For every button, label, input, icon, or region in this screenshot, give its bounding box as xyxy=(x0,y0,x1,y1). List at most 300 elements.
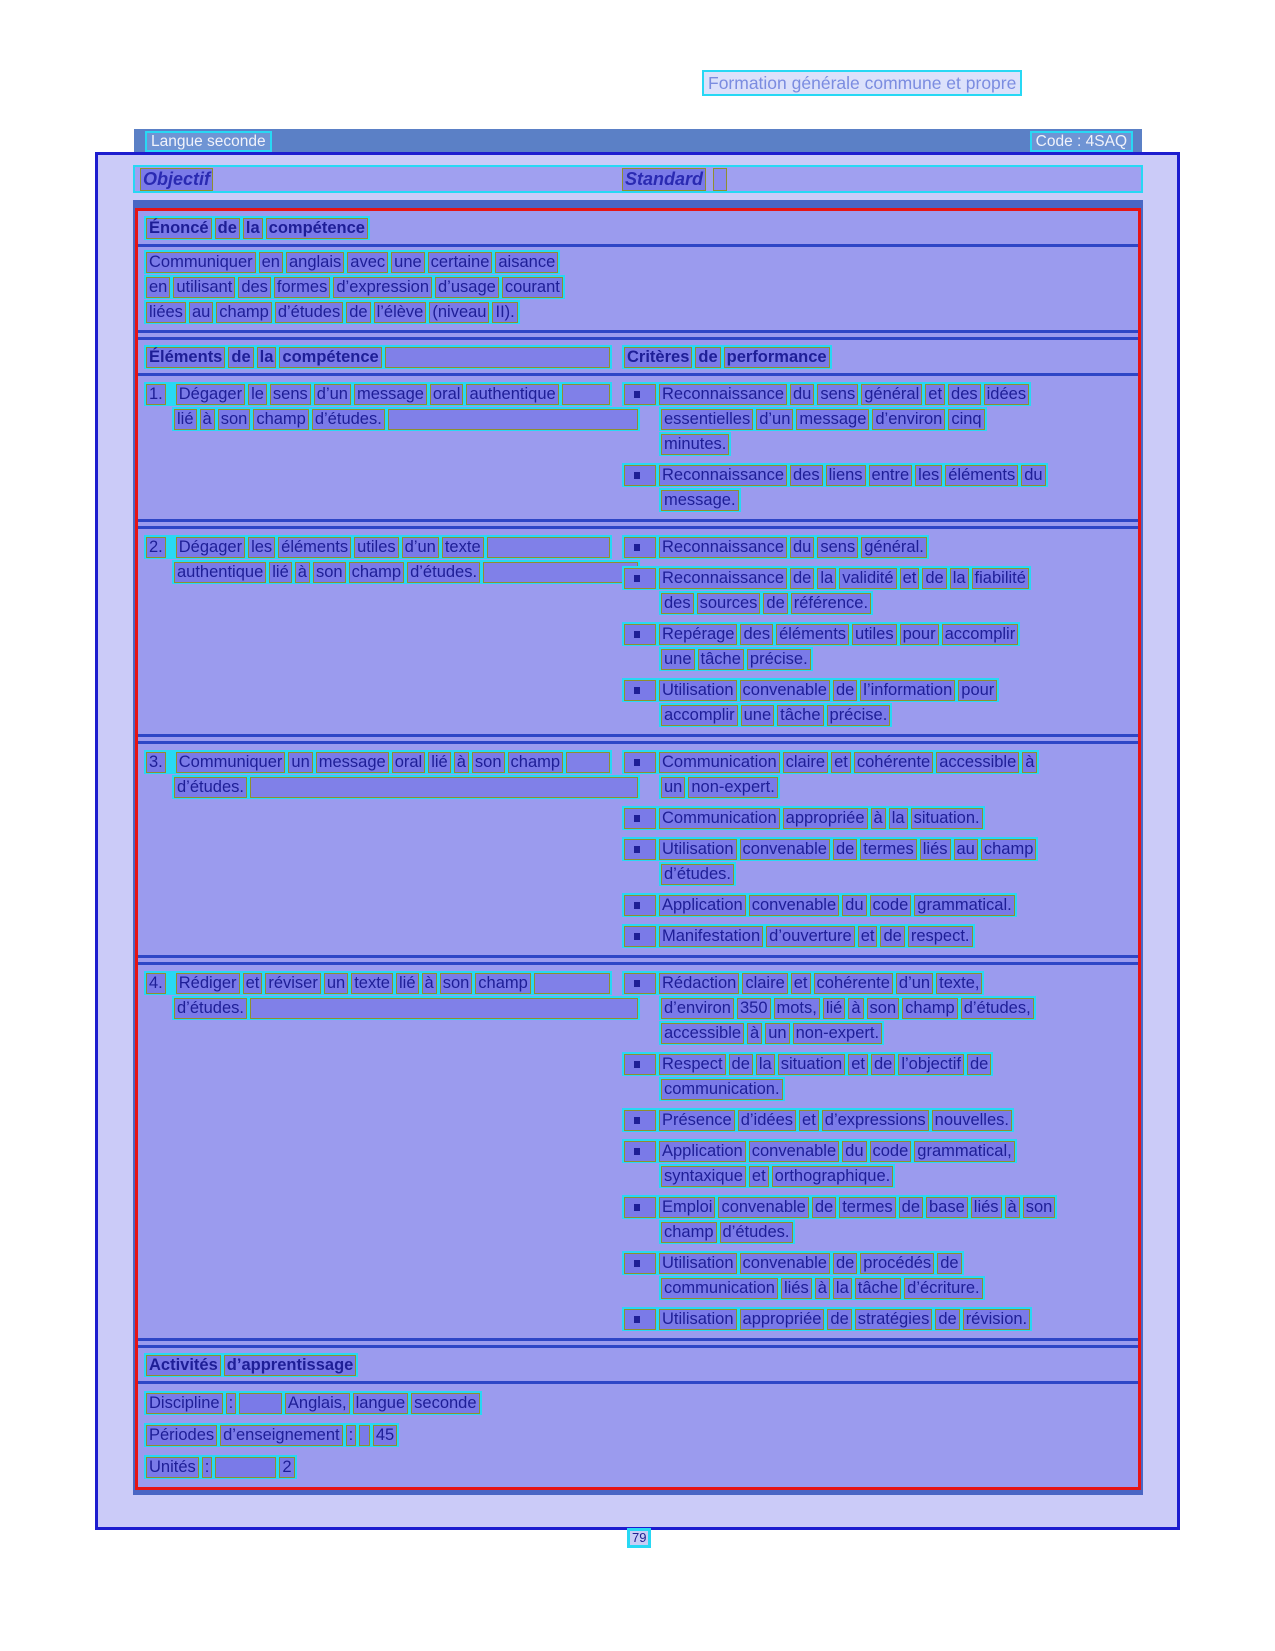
word-highlight: d’études. xyxy=(720,1222,793,1243)
word-highlight: Présence xyxy=(659,1110,735,1131)
word-highlight: champ xyxy=(981,839,1037,860)
word-highlight: du xyxy=(842,1141,866,1162)
word-highlight: un xyxy=(765,1023,789,1044)
word-highlight: code xyxy=(870,1141,912,1162)
word-highlight: champ xyxy=(475,973,531,994)
word-highlight: Respect xyxy=(659,1054,726,1075)
word-highlight: d’idées xyxy=(738,1110,796,1131)
word-highlight: des xyxy=(238,277,271,298)
word-highlight: de xyxy=(729,1054,753,1075)
row-divider xyxy=(138,519,1138,529)
word-highlight: la xyxy=(950,568,969,589)
bullet-icon xyxy=(624,895,656,916)
highlight-filler xyxy=(562,384,610,405)
word-highlight: communication xyxy=(661,1278,778,1299)
content-panel xyxy=(95,152,1180,1530)
word-highlight: de xyxy=(899,1197,923,1218)
word-highlight: idées xyxy=(984,384,1029,405)
word-highlight: Utilisation xyxy=(659,1253,737,1274)
word-highlight: à xyxy=(1022,752,1037,773)
word-highlight xyxy=(215,1457,276,1478)
word-highlight: de xyxy=(871,1054,895,1075)
word-highlight: lié xyxy=(396,973,419,994)
word-highlight: Périodes xyxy=(146,1425,217,1446)
word-highlight: à xyxy=(871,808,886,829)
word-highlight: et xyxy=(243,973,263,994)
word-highlight: Énoncé xyxy=(146,218,212,239)
word-highlight: de xyxy=(695,347,720,368)
criteres-header-cell xyxy=(622,344,1132,370)
criteria-item xyxy=(622,566,1132,615)
text-line xyxy=(622,893,1017,917)
word-highlight: d’enseignement xyxy=(220,1425,343,1446)
word-highlight: la xyxy=(833,1278,852,1299)
standard-title: Standard xyxy=(622,168,706,191)
activites-info xyxy=(138,1384,1138,1487)
word-highlight: de xyxy=(215,218,240,239)
word-highlight: Application xyxy=(659,1141,746,1162)
text-line xyxy=(144,382,612,406)
text-line xyxy=(622,535,929,559)
bullet-icon xyxy=(624,1141,656,1162)
word-highlight: liées xyxy=(146,302,186,323)
word-highlight: référence. xyxy=(791,593,871,614)
word-highlight: 45 xyxy=(373,1425,397,1446)
word-highlight: et xyxy=(900,568,920,589)
word-highlight: Repérage xyxy=(659,624,737,645)
word-highlight: oral xyxy=(392,752,426,773)
running-header: Formation générale commune et propre xyxy=(702,70,1022,96)
text-line xyxy=(622,837,1038,861)
word-highlight: oral xyxy=(430,384,464,405)
word-highlight: du xyxy=(1021,465,1045,486)
text-line xyxy=(172,996,640,1020)
word-highlight: son xyxy=(313,562,346,583)
text-line xyxy=(659,1077,785,1101)
word-highlight: Reconnaissance xyxy=(659,568,787,589)
highlight-filler xyxy=(250,998,638,1019)
word-highlight: accomplir xyxy=(661,705,738,726)
word-highlight: pour xyxy=(900,624,939,645)
word-highlight: éléments xyxy=(776,624,849,645)
word-highlight: convenable xyxy=(740,839,830,860)
word-highlight: au xyxy=(954,839,978,860)
word-highlight: champ xyxy=(902,998,958,1019)
word-highlight: certaine xyxy=(428,252,493,273)
table-inner-frame xyxy=(135,208,1141,1490)
word-highlight: à xyxy=(1005,1197,1020,1218)
criteria-item xyxy=(622,678,1132,727)
word-highlight: un xyxy=(661,777,685,798)
word-highlight: d’environ xyxy=(872,409,945,430)
word-highlight: Reconnaissance xyxy=(659,384,787,405)
word-highlight: son xyxy=(472,752,505,773)
word-highlight: utiles xyxy=(354,537,399,558)
text-line xyxy=(172,775,640,799)
word-highlight: 350 xyxy=(737,998,771,1019)
enonce-paragraph xyxy=(138,247,1138,330)
word-highlight: utiles xyxy=(852,624,897,645)
word-highlight: d’un xyxy=(896,973,933,994)
word-highlight: les xyxy=(248,537,275,558)
word-highlight: champ xyxy=(508,752,564,773)
word-highlight: texte, xyxy=(936,973,982,994)
word-highlight: tâche xyxy=(855,1278,901,1299)
word-highlight: les xyxy=(915,465,942,486)
word-highlight: l’élève xyxy=(374,302,427,323)
enonce-section-header xyxy=(138,211,1138,244)
language-bar xyxy=(134,129,1142,154)
word-highlight: situation. xyxy=(911,808,983,829)
table-header-row xyxy=(138,340,1138,373)
word-highlight: d’un xyxy=(756,409,793,430)
word-highlight: Dégager xyxy=(176,384,245,405)
element-cell xyxy=(144,970,612,1332)
word-highlight: la xyxy=(756,1054,775,1075)
word-highlight: d’études. xyxy=(174,777,247,798)
text-line xyxy=(622,806,985,830)
word-highlight: code xyxy=(870,895,912,916)
word-highlight: 3. xyxy=(146,752,166,773)
word-highlight: 1. xyxy=(146,384,166,405)
word-highlight: précise. xyxy=(827,705,891,726)
word-highlight: Reconnaissance xyxy=(659,465,787,486)
word-highlight: au xyxy=(189,302,213,323)
element-cell xyxy=(144,749,612,949)
text-line xyxy=(622,678,999,702)
word-highlight: champ xyxy=(253,409,309,430)
bullet-icon xyxy=(624,1110,656,1131)
criteria-item xyxy=(622,1139,1132,1188)
word-highlight: champ xyxy=(349,562,405,583)
word-highlight: la xyxy=(243,218,263,239)
word-highlight: communication. xyxy=(661,1079,783,1100)
word-highlight: des xyxy=(790,465,823,486)
word-highlight: termes xyxy=(860,839,916,860)
text-line xyxy=(144,300,520,324)
table-row xyxy=(138,744,1138,955)
word-highlight: convenable xyxy=(749,895,839,916)
objectif-standard-bar xyxy=(133,165,1143,193)
text-line xyxy=(659,1164,895,1188)
highlight-filler xyxy=(483,562,638,583)
word-highlight: d’un xyxy=(314,384,351,405)
word-highlight: texte xyxy=(351,973,393,994)
word-highlight: précise. xyxy=(747,649,811,670)
criteria-item xyxy=(622,1108,1132,1132)
word-highlight: de xyxy=(967,1054,991,1075)
bullet-icon xyxy=(624,465,656,486)
criteria-item xyxy=(622,837,1132,886)
word-highlight: Communiquer xyxy=(146,252,256,273)
text-line xyxy=(622,1251,964,1275)
table-row xyxy=(138,529,1138,734)
word-highlight: des xyxy=(948,384,981,405)
word-highlight: liens xyxy=(826,465,866,486)
word-highlight: Reconnaissance xyxy=(659,537,787,558)
word-highlight: un xyxy=(324,973,348,994)
table-row xyxy=(138,376,1138,519)
highlight-filler xyxy=(250,777,638,798)
word-highlight: et xyxy=(858,926,878,947)
word-highlight: claire xyxy=(783,752,828,773)
bullet-icon xyxy=(624,839,656,860)
word-highlight: seconde xyxy=(411,1393,479,1414)
word-highlight: compétence xyxy=(266,218,368,239)
word-highlight: procédés xyxy=(860,1253,934,1274)
word-highlight: à xyxy=(815,1278,830,1299)
bullet-icon xyxy=(624,537,656,558)
word-highlight: d’études, xyxy=(961,998,1034,1019)
word-highlight: général. xyxy=(861,537,927,558)
word-highlight: cohérente xyxy=(814,973,893,994)
word-highlight: Éléments xyxy=(146,347,225,368)
word-highlight: à xyxy=(200,409,215,430)
word-highlight: et xyxy=(831,752,851,773)
word-highlight: Communication xyxy=(659,752,780,773)
word-highlight: Dégager xyxy=(176,537,245,558)
word-highlight: d’expression xyxy=(333,277,432,298)
word-highlight: accomplir xyxy=(942,624,1019,645)
word-highlight: II). xyxy=(492,302,517,323)
word-highlight: son xyxy=(867,998,900,1019)
word-highlight: : xyxy=(346,1425,357,1446)
criteria-item xyxy=(622,382,1132,456)
word-highlight: de xyxy=(763,593,787,614)
section-divider xyxy=(138,330,1138,340)
table-row xyxy=(138,965,1138,1338)
word-highlight: texte xyxy=(442,537,484,558)
text-line xyxy=(659,647,813,671)
word-highlight: à xyxy=(848,998,863,1019)
word-highlight: appropriée xyxy=(740,1309,825,1330)
word-highlight: d’environ xyxy=(661,998,734,1019)
rows-container xyxy=(138,376,1138,1338)
word-highlight: termes xyxy=(839,1197,895,1218)
word-highlight: Communication xyxy=(659,808,780,829)
word-highlight: des xyxy=(740,624,773,645)
text-line xyxy=(144,750,612,774)
criteria-item xyxy=(622,1052,1132,1101)
criteres-header xyxy=(622,345,832,369)
row-divider xyxy=(138,955,1138,965)
word-highlight: essentielles xyxy=(661,409,753,430)
word-highlight: son xyxy=(218,409,251,430)
criteria-item xyxy=(622,971,1132,1045)
word-highlight: utilisant xyxy=(173,277,235,298)
word-highlight: d’études. xyxy=(407,562,480,583)
bullet-icon xyxy=(624,624,656,645)
word-highlight: cohérente xyxy=(854,752,933,773)
word-highlight: langue xyxy=(353,1393,409,1414)
objectif-title: Objectif xyxy=(140,168,213,191)
criteria-cell xyxy=(622,749,1132,949)
word-highlight: de xyxy=(935,1309,959,1330)
text-line xyxy=(622,382,1031,406)
word-highlight: convenable xyxy=(749,1141,839,1162)
word-highlight: la xyxy=(257,347,277,368)
criteria-item xyxy=(622,750,1132,799)
word-highlight: lié xyxy=(823,998,846,1019)
word-highlight: sens xyxy=(270,384,311,405)
word-highlight: 2. xyxy=(146,537,166,558)
word-highlight: d’écriture. xyxy=(904,1278,982,1299)
word-highlight: Utilisation xyxy=(659,839,737,860)
word-highlight: des xyxy=(661,593,694,614)
word-highlight: convenable xyxy=(718,1197,808,1218)
elements-header-cell xyxy=(144,344,612,370)
text-line xyxy=(659,1220,795,1244)
text-line xyxy=(144,1455,297,1479)
text-line xyxy=(659,996,1036,1020)
text-line xyxy=(659,1021,884,1045)
word-highlight: fiabilité xyxy=(972,568,1029,589)
word-highlight: Anglais, xyxy=(285,1393,350,1414)
word-highlight: réviser xyxy=(265,973,321,994)
word-highlight: éléments xyxy=(945,465,1018,486)
bullet-icon xyxy=(624,1253,656,1274)
word-highlight: tâche xyxy=(698,649,744,670)
word-highlight: situation xyxy=(778,1054,845,1075)
text-line xyxy=(659,591,873,615)
word-highlight: performance xyxy=(724,347,830,368)
criteria-item xyxy=(622,535,1132,559)
word-highlight: nouvelles. xyxy=(932,1110,1012,1131)
bullet-icon xyxy=(624,680,656,701)
word-highlight: : xyxy=(202,1457,213,1478)
word-highlight: de xyxy=(790,568,814,589)
language-label: Langue seconde xyxy=(145,131,272,152)
word-highlight: d’usage xyxy=(435,277,499,298)
word-highlight: d’expressions xyxy=(822,1110,929,1131)
word-highlight: à xyxy=(747,1023,762,1044)
word-highlight: du xyxy=(790,384,814,405)
word-highlight: (niveau xyxy=(429,302,489,323)
word-highlight: et xyxy=(925,384,945,405)
activites-section-header xyxy=(138,1348,1138,1381)
word-highlight: et xyxy=(749,1166,769,1187)
word-highlight: à xyxy=(454,752,469,773)
word-highlight: une xyxy=(741,705,775,726)
text-line xyxy=(622,1108,1014,1132)
highlight-stub xyxy=(713,168,727,191)
word-highlight: message xyxy=(796,409,869,430)
word-highlight: cinq xyxy=(948,409,984,430)
word-highlight: 4. xyxy=(146,973,166,994)
word-highlight: l’objectif xyxy=(898,1054,964,1075)
word-highlight: Utilisation xyxy=(659,1309,737,1330)
word-highlight xyxy=(359,1425,370,1446)
word-highlight: accessible xyxy=(936,752,1019,773)
word-highlight: lié xyxy=(428,752,451,773)
page-number: 79 xyxy=(627,1528,651,1548)
word-highlight: Unités xyxy=(146,1457,199,1478)
word-highlight: de xyxy=(833,1253,857,1274)
word-highlight: compétence xyxy=(279,347,381,368)
criteria-cell xyxy=(622,381,1132,513)
activites-heading xyxy=(144,1353,358,1377)
bullet-icon xyxy=(624,973,656,994)
criteria-item xyxy=(622,1251,1132,1300)
criteria-item xyxy=(622,924,1132,948)
word-highlight: de xyxy=(827,1309,851,1330)
highlight-filler xyxy=(385,347,610,368)
word-highlight: accessible xyxy=(661,1023,744,1044)
word-highlight: sens xyxy=(817,384,858,405)
bullet-icon xyxy=(624,808,656,829)
word-highlight: stratégies xyxy=(855,1309,933,1330)
word-highlight: et xyxy=(791,973,811,994)
bullet-icon xyxy=(624,1309,656,1330)
word-highlight: tâche xyxy=(777,705,823,726)
word-highlight: liés xyxy=(781,1278,812,1299)
text-line xyxy=(622,924,975,948)
text-line xyxy=(659,1276,985,1300)
word-highlight: Manifestation xyxy=(659,926,763,947)
word-highlight: révision. xyxy=(963,1309,1030,1330)
word-highlight: grammatical, xyxy=(914,1141,1014,1162)
text-line xyxy=(622,463,1048,487)
word-highlight: en xyxy=(146,277,170,298)
word-highlight: général xyxy=(861,384,922,405)
word-highlight: convenable xyxy=(740,1253,830,1274)
word-highlight: à xyxy=(422,973,437,994)
word-highlight: d’ouverture xyxy=(766,926,855,947)
word-highlight: à xyxy=(295,562,310,583)
text-line xyxy=(144,275,565,299)
text-line xyxy=(622,566,1031,590)
text-line xyxy=(622,1139,1017,1163)
criteria-item xyxy=(622,1307,1132,1331)
word-highlight: la xyxy=(817,568,836,589)
word-highlight: un xyxy=(288,752,312,773)
criteria-item xyxy=(622,1195,1132,1244)
word-highlight: d’études. xyxy=(312,409,385,430)
bullet-icon xyxy=(624,752,656,773)
highlight-filler xyxy=(566,752,610,773)
text-line xyxy=(622,1052,993,1076)
word-highlight: d’études. xyxy=(174,998,247,1019)
text-line xyxy=(659,775,780,799)
word-highlight: authentique xyxy=(466,384,558,405)
word-highlight: liés xyxy=(971,1197,1002,1218)
word-highlight: d’études xyxy=(275,302,343,323)
text-line xyxy=(622,1307,1032,1331)
word-highlight: lié xyxy=(269,562,292,583)
word-highlight: syntaxique xyxy=(661,1166,746,1187)
word-highlight: de xyxy=(833,839,857,860)
word-highlight: formes xyxy=(274,277,330,298)
word-highlight: sens xyxy=(817,537,858,558)
word-highlight: de xyxy=(880,926,904,947)
text-line xyxy=(172,560,640,584)
word-highlight: sources xyxy=(697,593,761,614)
word-highlight: de xyxy=(833,680,857,701)
element-cell xyxy=(144,534,612,728)
word-highlight: lié xyxy=(174,409,197,430)
criteria-cell xyxy=(622,970,1132,1332)
word-highlight: Rédiger xyxy=(176,973,240,994)
word-highlight: d’études. xyxy=(661,864,734,885)
word-highlight: appropriée xyxy=(783,808,868,829)
word-highlight: mots, xyxy=(774,998,820,1019)
word-highlight: du xyxy=(790,537,814,558)
word-highlight: de xyxy=(922,568,946,589)
word-highlight: liés xyxy=(920,839,951,860)
word-highlight: l’information xyxy=(860,680,955,701)
highlight-filler xyxy=(487,537,610,558)
text-line xyxy=(659,703,892,727)
